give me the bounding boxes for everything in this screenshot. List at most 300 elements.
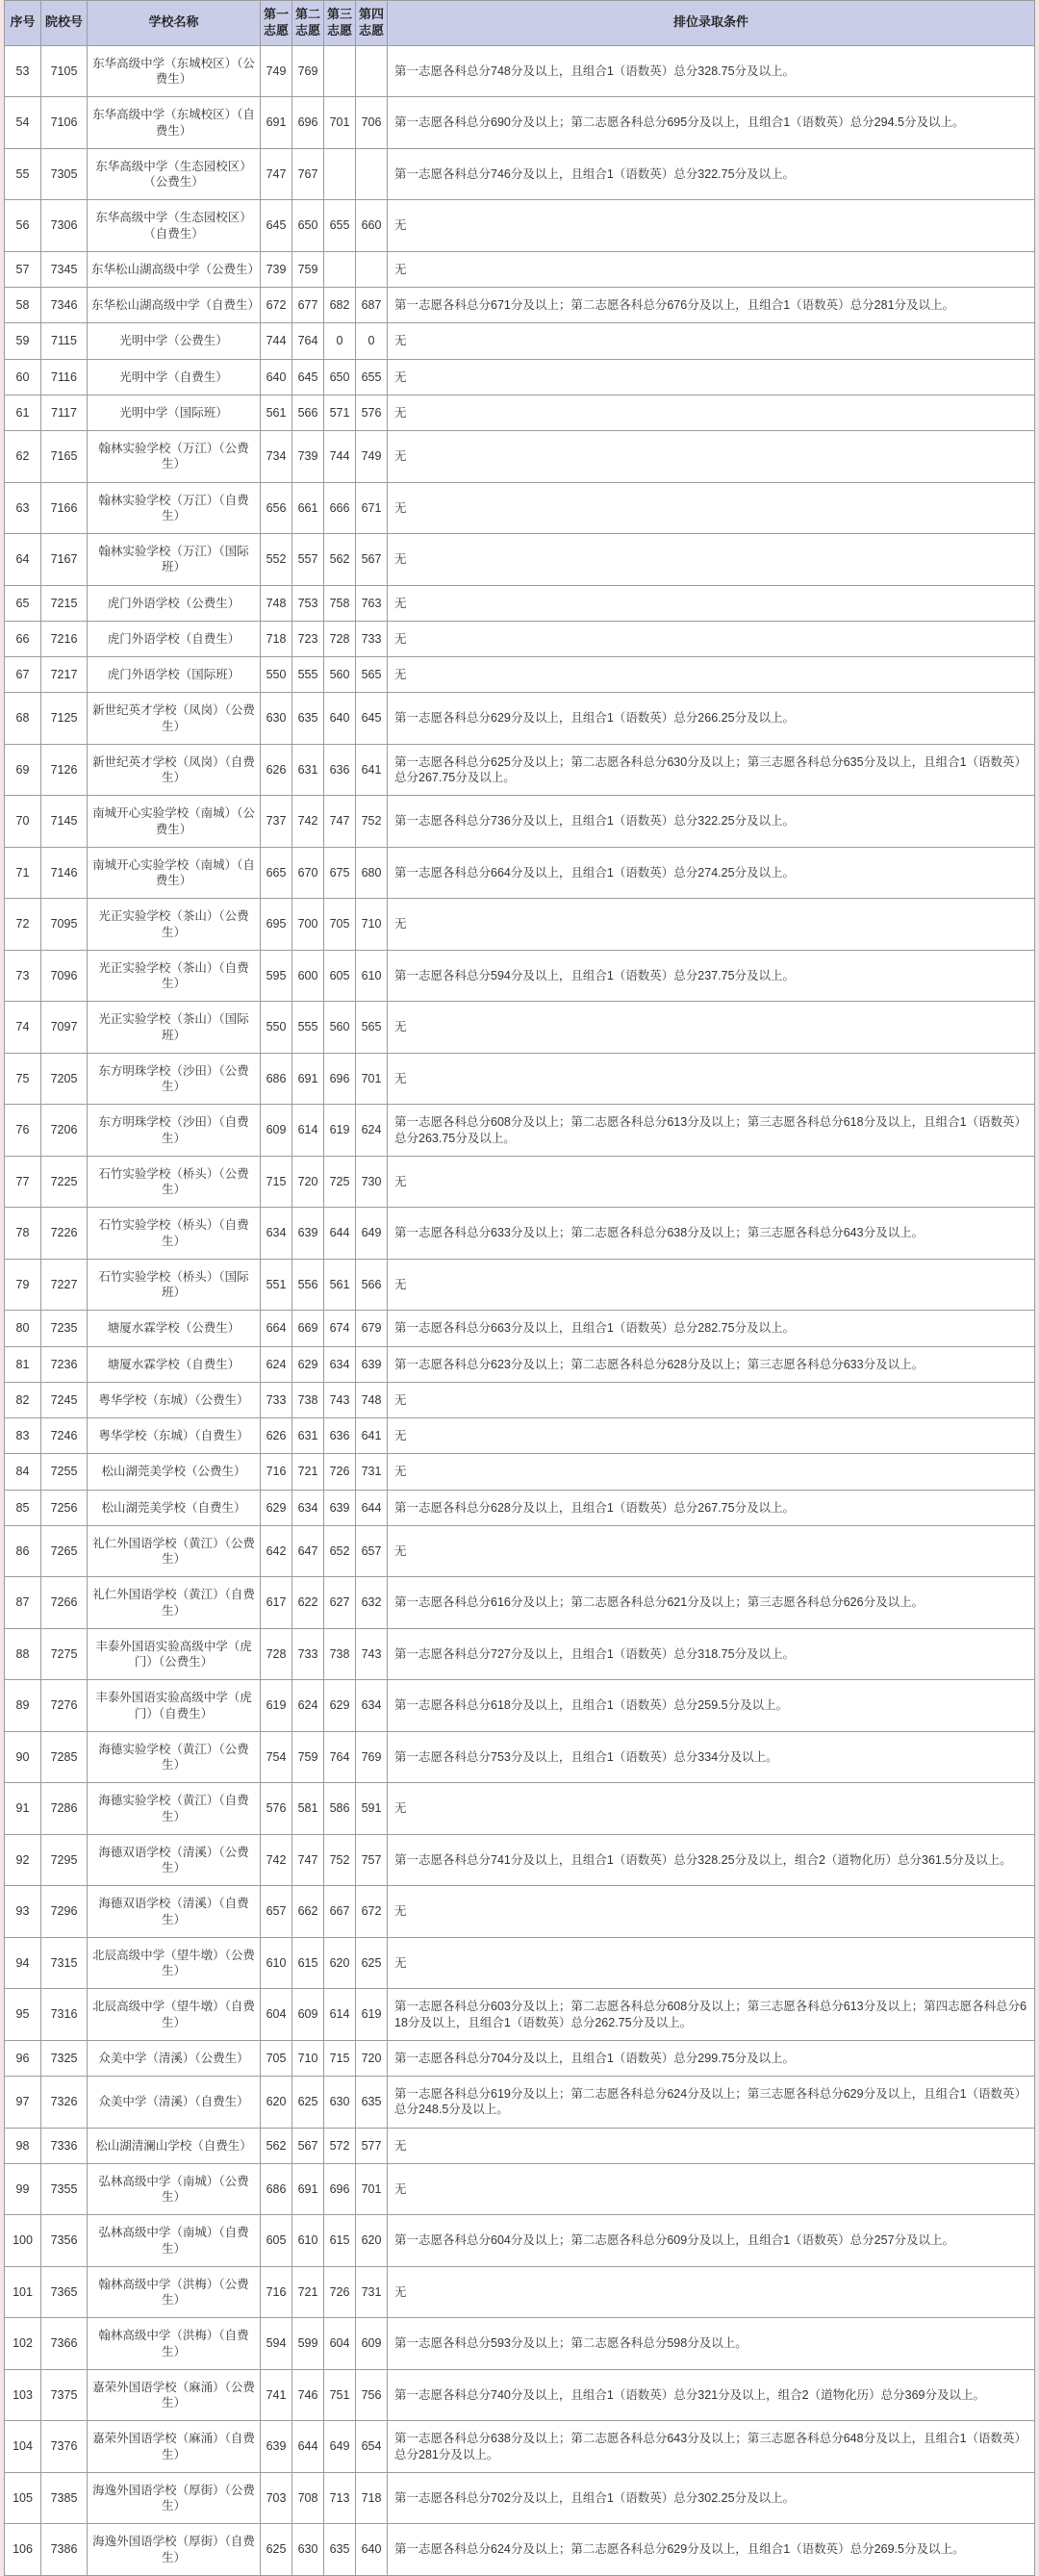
cell-choice4: 706 xyxy=(356,97,388,149)
cell-choice4: 576 xyxy=(356,395,388,430)
header-third-choice: 第三志愿 xyxy=(324,1,356,46)
table-row xyxy=(5,796,1035,848)
cell-choice1: 626 xyxy=(261,1418,292,1454)
cell-choice2: 599 xyxy=(292,2318,324,2370)
cell-code: 7315 xyxy=(41,1937,88,1989)
cell-choice1: 639 xyxy=(261,2421,292,2473)
cell-condition: 无 xyxy=(388,359,1035,395)
cell-condition: 第一志愿各科总分604分及以上；第二志愿各科总分609分及以上，且组合1（语数英）总分257分及以上。 xyxy=(388,2215,1035,2267)
cell-code: 7226 xyxy=(41,1208,88,1260)
cell-condition: 第一志愿各科总分664分及以上，且组合1（语数英）总分274.25分及以上。 xyxy=(388,847,1035,899)
cell-no: 92 xyxy=(5,1834,41,1886)
cell-choice1: 610 xyxy=(261,1937,292,1989)
cell-choice2: 609 xyxy=(292,1989,324,2041)
cell-choice4: 687 xyxy=(356,288,388,323)
cell-choice1: 619 xyxy=(261,1680,292,1732)
table-row xyxy=(5,1346,1035,1382)
cell-school: 海德实验学校（黄江）（自费生） xyxy=(88,1783,261,1835)
cell-code: 7125 xyxy=(41,693,88,745)
cell-choice2: 639 xyxy=(292,1208,324,1260)
cell-choice4: 577 xyxy=(356,2128,388,2163)
cell-choice2: 615 xyxy=(292,1937,324,1989)
cell-choice3: 743 xyxy=(324,1382,356,1417)
cell-choice1: 716 xyxy=(261,2266,292,2318)
cell-school: 翰林实验学校（万江）（国际班） xyxy=(88,534,261,586)
cell-choice3: 639 xyxy=(324,1490,356,1525)
cell-choice2: 610 xyxy=(292,2215,324,2267)
cell-choice4: 720 xyxy=(356,2040,388,2076)
cell-code: 7265 xyxy=(41,1525,88,1577)
cell-choice3 xyxy=(324,251,356,287)
cell-school: 礼仁外国语学校（黄江）（公费生） xyxy=(88,1525,261,1577)
cell-school: 东华松山湖高级中学（自费生） xyxy=(88,288,261,323)
table-row xyxy=(5,1731,1035,1783)
cell-school: 粤华学校（东城）（公费生） xyxy=(88,1382,261,1417)
cell-condition: 第一志愿各科总分638分及以上；第二志愿各科总分643分及以上；第三志愿各科总分648分及以上，且组合1（语数英）总分281分及以上。 xyxy=(388,2421,1035,2473)
cell-choice3: 605 xyxy=(324,950,356,1002)
cell-choice3: 619 xyxy=(324,1105,356,1157)
cell-no: 77 xyxy=(5,1156,41,1208)
cell-choice3: 604 xyxy=(324,2318,356,2370)
cell-choice1: 609 xyxy=(261,1105,292,1157)
cell-choice1: 640 xyxy=(261,359,292,395)
cell-choice3: 674 xyxy=(324,1311,356,1346)
cell-school: 北辰高级中学（望牛墩）（自费生） xyxy=(88,1989,261,2041)
table-row xyxy=(5,2040,1035,2076)
cell-code: 7356 xyxy=(41,2215,88,2267)
cell-choice1: 551 xyxy=(261,1259,292,1311)
table-row xyxy=(5,1311,1035,1346)
cell-choice4: 671 xyxy=(356,482,388,534)
cell-no: 97 xyxy=(5,2077,41,2129)
cell-code: 7225 xyxy=(41,1156,88,1208)
cell-code: 7236 xyxy=(41,1346,88,1382)
cell-no: 54 xyxy=(5,97,41,149)
table-row xyxy=(5,1053,1035,1105)
table-row xyxy=(5,2318,1035,2370)
cell-choice4: 619 xyxy=(356,1989,388,2041)
table-row xyxy=(5,1454,1035,1490)
cell-no: 89 xyxy=(5,1680,41,1732)
cell-code: 7285 xyxy=(41,1731,88,1783)
cell-choice3: 640 xyxy=(324,693,356,745)
cell-school: 光正实验学校（茶山）（公费生） xyxy=(88,899,261,951)
cell-no: 104 xyxy=(5,2421,41,2473)
cell-code: 7215 xyxy=(41,585,88,621)
table-row xyxy=(5,1156,1035,1208)
cell-choice3: 571 xyxy=(324,395,356,430)
header-fourth-choice: 第四志愿 xyxy=(356,1,388,46)
cell-no: 57 xyxy=(5,251,41,287)
cell-condition: 无 xyxy=(388,395,1035,430)
table-row xyxy=(5,2369,1035,2421)
cell-no: 99 xyxy=(5,2163,41,2215)
cell-choice1: 744 xyxy=(261,323,292,359)
cell-condition: 无 xyxy=(388,1454,1035,1490)
cell-choice4: 680 xyxy=(356,847,388,899)
cell-choice3: 738 xyxy=(324,1628,356,1680)
cell-code: 7316 xyxy=(41,1989,88,2041)
cell-condition: 第一志愿各科总分671分及以上；第二志愿各科总分676分及以上，且组合1（语数英）总分281分及以上。 xyxy=(388,288,1035,323)
cell-choice1: 630 xyxy=(261,693,292,745)
cell-choice2: 556 xyxy=(292,1259,324,1311)
cell-choice3: 744 xyxy=(324,431,356,483)
cell-choice2: 625 xyxy=(292,2077,324,2129)
cell-choice2: 738 xyxy=(292,1382,324,1417)
cell-choice1: 576 xyxy=(261,1783,292,1835)
cell-choice4: 710 xyxy=(356,899,388,951)
cell-choice4: 657 xyxy=(356,1525,388,1577)
cell-no: 58 xyxy=(5,288,41,323)
cell-school: 石竹实验学校（桥头）（公费生） xyxy=(88,1156,261,1208)
cell-no: 60 xyxy=(5,359,41,395)
cell-condition: 无 xyxy=(388,323,1035,359)
cell-school: 松山湖清澜山学校（自费生） xyxy=(88,2128,261,2163)
cell-code: 7275 xyxy=(41,1628,88,1680)
table-row xyxy=(5,2266,1035,2318)
cell-choice1: 703 xyxy=(261,2472,292,2524)
cell-choice1: 594 xyxy=(261,2318,292,2370)
cell-school: 嘉荣外国语学校（麻涌）（自费生） xyxy=(88,2421,261,2473)
cell-code: 7345 xyxy=(41,251,88,287)
cell-choice4: 635 xyxy=(356,2077,388,2129)
cell-choice4: 565 xyxy=(356,1002,388,1054)
cell-choice2: 647 xyxy=(292,1525,324,1577)
table-header xyxy=(5,1,1035,46)
cell-no: 67 xyxy=(5,657,41,693)
cell-school: 东华高级中学（生态园校区）（自费生） xyxy=(88,200,261,252)
cell-condition: 第一志愿各科总分619分及以上；第二志愿各科总分624分及以上；第三志愿各科总分629分及以上，且组合1（语数英）总分248.5分及以上。 xyxy=(388,2077,1035,2129)
cell-choice3: 0 xyxy=(324,323,356,359)
cell-choice2: 720 xyxy=(292,1156,324,1208)
cell-choice4: 731 xyxy=(356,1454,388,1490)
table-row xyxy=(5,1002,1035,1054)
cell-choice4: 610 xyxy=(356,950,388,1002)
cell-no: 79 xyxy=(5,1259,41,1311)
cell-condition: 第一志愿各科总分663分及以上，且组合1（语数英）总分282.75分及以上。 xyxy=(388,1311,1035,1346)
cell-school: 光正实验学校（茶山）（国际班） xyxy=(88,1002,261,1054)
cell-no: 78 xyxy=(5,1208,41,1260)
cell-school: 弘林高级中学（南城）（公费生） xyxy=(88,2163,261,2215)
table-row xyxy=(5,1490,1035,1525)
cell-choice1: 686 xyxy=(261,1053,292,1105)
cell-school: 松山湖莞美学校（公费生） xyxy=(88,1454,261,1490)
cell-condition: 无 xyxy=(388,899,1035,951)
cell-no: 70 xyxy=(5,796,41,848)
cell-no: 88 xyxy=(5,1628,41,1680)
cell-school: 礼仁外国语学校（黄江）（自费生） xyxy=(88,1577,261,1629)
cell-choice1: 645 xyxy=(261,200,292,252)
cell-no: 101 xyxy=(5,2266,41,2318)
cell-school: 海逸外国语学校（厚街）（公费生） xyxy=(88,2472,261,2524)
table-row xyxy=(5,950,1035,1002)
cell-code: 7106 xyxy=(41,97,88,149)
cell-code: 7276 xyxy=(41,1680,88,1732)
cell-choice2: 555 xyxy=(292,657,324,693)
cell-choice3: 715 xyxy=(324,2040,356,2076)
cell-choice1: 604 xyxy=(261,1989,292,2041)
cell-choice4: 640 xyxy=(356,2524,388,2576)
cell-school: 光正实验学校（茶山）（自费生） xyxy=(88,950,261,1002)
cell-choice2: 721 xyxy=(292,2266,324,2318)
cell-choice2: 581 xyxy=(292,1783,324,1835)
cell-choice2: 721 xyxy=(292,1454,324,1490)
cell-choice1: 754 xyxy=(261,1731,292,1783)
cell-choice1: 705 xyxy=(261,2040,292,2076)
cell-no: 76 xyxy=(5,1105,41,1157)
cell-choice3: 650 xyxy=(324,359,356,395)
cell-choice1: 625 xyxy=(261,2524,292,2576)
cell-choice2: 723 xyxy=(292,621,324,656)
cell-condition: 第一志愿各科总分748分及以上，且组合1（语数英）总分328.75分及以上。 xyxy=(388,45,1035,97)
cell-code: 7115 xyxy=(41,323,88,359)
cell-school: 弘林高级中学（南城）（自费生） xyxy=(88,2215,261,2267)
cell-choice3: 675 xyxy=(324,847,356,899)
cell-choice4: 749 xyxy=(356,431,388,483)
cell-no: 62 xyxy=(5,431,41,483)
cell-condition: 无 xyxy=(388,1053,1035,1105)
cell-school: 虎门外语学校（国际班） xyxy=(88,657,261,693)
cell-choice2: 739 xyxy=(292,431,324,483)
cell-choice3: 696 xyxy=(324,1053,356,1105)
cell-choice1: 672 xyxy=(261,288,292,323)
cell-condition: 第一志愿各科总分702分及以上，且组合1（语数英）总分302.25分及以上。 xyxy=(388,2472,1035,2524)
header-seq-no: 序号 xyxy=(5,1,41,46)
cell-school: 南城开心实验学校（南城）（公费生） xyxy=(88,796,261,848)
cell-code: 7255 xyxy=(41,1454,88,1490)
cell-no: 61 xyxy=(5,395,41,430)
cell-choice4: 632 xyxy=(356,1577,388,1629)
cell-no: 59 xyxy=(5,323,41,359)
table-row xyxy=(5,45,1035,97)
cell-choice4: 672 xyxy=(356,1886,388,1938)
header-second-choice: 第二志愿 xyxy=(292,1,324,46)
cell-school: 海德实验学校（黄江）（公费生） xyxy=(88,1731,261,1783)
cell-no: 96 xyxy=(5,2040,41,2076)
cell-no: 95 xyxy=(5,1989,41,2041)
table-row xyxy=(5,657,1035,693)
cell-condition: 无 xyxy=(388,2128,1035,2163)
cell-condition: 无 xyxy=(388,657,1035,693)
table-row xyxy=(5,359,1035,395)
table-row xyxy=(5,2472,1035,2524)
cell-school: 东方明珠学校（沙田）（公费生） xyxy=(88,1053,261,1105)
cell-choice2: 769 xyxy=(292,45,324,97)
cell-choice1: 741 xyxy=(261,2369,292,2421)
cell-choice3: 747 xyxy=(324,796,356,848)
table-body xyxy=(5,45,1035,2575)
table-row xyxy=(5,693,1035,745)
cell-choice3: 666 xyxy=(324,482,356,534)
cell-code: 7346 xyxy=(41,288,88,323)
cell-condition: 无 xyxy=(388,1418,1035,1454)
cell-code: 7096 xyxy=(41,950,88,1002)
cell-choice3: 560 xyxy=(324,657,356,693)
cell-school: 丰泰外国语实验高级中学（虎门）（公费生） xyxy=(88,1628,261,1680)
header-row xyxy=(5,1,1035,46)
cell-choice2: 662 xyxy=(292,1886,324,1938)
cell-code: 7216 xyxy=(41,621,88,656)
cell-no: 91 xyxy=(5,1783,41,1835)
cell-choice1: 550 xyxy=(261,657,292,693)
cell-choice1: 620 xyxy=(261,2077,292,2129)
cell-condition: 无 xyxy=(388,1886,1035,1938)
cell-no: 71 xyxy=(5,847,41,899)
cell-school: 光明中学（自费生） xyxy=(88,359,261,395)
cell-choice1: 734 xyxy=(261,431,292,483)
cell-choice4: 645 xyxy=(356,693,388,745)
cell-school: 众美中学（清溪）（自费生） xyxy=(88,2077,261,2129)
cell-choice4: 756 xyxy=(356,2369,388,2421)
cell-choice4: 757 xyxy=(356,1834,388,1886)
cell-choice4: 624 xyxy=(356,1105,388,1157)
cell-no: 81 xyxy=(5,1346,41,1382)
cell-choice3: 725 xyxy=(324,1156,356,1208)
table-row xyxy=(5,1680,1035,1732)
cell-condition: 无 xyxy=(388,1259,1035,1311)
cell-choice1: 595 xyxy=(261,950,292,1002)
cell-condition: 第一志愿各科总分628分及以上，且组合1（语数英）总分267.75分及以上。 xyxy=(388,1490,1035,1525)
cell-choice3: 649 xyxy=(324,2421,356,2473)
cell-condition: 第一志愿各科总分603分及以上；第二志愿各科总分608分及以上；第三志愿各科总分613分及以上；第四志愿各科总分618分及以上，且组合1（语数英）总分262.75分及以上。 xyxy=(388,1989,1035,2041)
table-row xyxy=(5,744,1035,796)
cell-choice4: 566 xyxy=(356,1259,388,1311)
admission-score-table xyxy=(4,0,1035,2576)
cell-choice3: 701 xyxy=(324,97,356,149)
cell-choice4: 644 xyxy=(356,1490,388,1525)
cell-choice4: 743 xyxy=(356,1628,388,1680)
cell-choice1: 728 xyxy=(261,1628,292,1680)
cell-choice1: 634 xyxy=(261,1208,292,1260)
table-row xyxy=(5,1834,1035,1886)
cell-condition: 第一志愿各科总分741分及以上，且组合1（语数英）总分328.25分及以上，组合2（道物化历）总分361.5分及以上。 xyxy=(388,1834,1035,1886)
cell-choice2: 764 xyxy=(292,323,324,359)
cell-choice4: 649 xyxy=(356,1208,388,1260)
cell-choice2: 631 xyxy=(292,744,324,796)
cell-choice3: 655 xyxy=(324,200,356,252)
cell-no: 98 xyxy=(5,2128,41,2163)
cell-condition: 第一志愿各科总分704分及以上，且组合1（语数英）总分299.75分及以上。 xyxy=(388,2040,1035,2076)
cell-no: 75 xyxy=(5,1053,41,1105)
cell-choice3: 634 xyxy=(324,1346,356,1382)
cell-choice2: 624 xyxy=(292,1680,324,1732)
table-row xyxy=(5,251,1035,287)
cell-choice2: 629 xyxy=(292,1346,324,1382)
table-row xyxy=(5,1783,1035,1835)
cell-choice4: 718 xyxy=(356,2472,388,2524)
table-row xyxy=(5,1628,1035,1680)
cell-code: 7306 xyxy=(41,200,88,252)
cell-choice1: 686 xyxy=(261,2163,292,2215)
cell-choice4 xyxy=(356,251,388,287)
table-row xyxy=(5,1525,1035,1577)
cell-no: 83 xyxy=(5,1418,41,1454)
cell-choice2: 700 xyxy=(292,899,324,951)
cell-school: 众美中学（清溪）（公费生） xyxy=(88,2040,261,2076)
cell-condition: 第一志愿各科总分623分及以上；第二志愿各科总分628分及以上；第三志愿各科总分633分及以上。 xyxy=(388,1346,1035,1382)
cell-choice4: 730 xyxy=(356,1156,388,1208)
cell-school: 松山湖莞美学校（自费生） xyxy=(88,1490,261,1525)
cell-no: 100 xyxy=(5,2215,41,2267)
cell-choice4: 634 xyxy=(356,1680,388,1732)
table-row xyxy=(5,323,1035,359)
cell-code: 7256 xyxy=(41,1490,88,1525)
cell-code: 7385 xyxy=(41,2472,88,2524)
cell-choice2: 669 xyxy=(292,1311,324,1346)
cell-condition: 无 xyxy=(388,1937,1035,1989)
cell-choice3: 652 xyxy=(324,1525,356,1577)
cell-choice2: 733 xyxy=(292,1628,324,1680)
cell-choice4: 731 xyxy=(356,2266,388,2318)
cell-school: 北辰高级中学（望牛墩）（公费生） xyxy=(88,1937,261,1989)
cell-condition: 第一志愿各科总分625分及以上；第二志愿各科总分630分及以上；第三志愿各科总分635分及以上，且组合1（语数英）总分267.75分及以上。 xyxy=(388,744,1035,796)
cell-no: 69 xyxy=(5,744,41,796)
cell-choice4: 609 xyxy=(356,2318,388,2370)
cell-code: 7266 xyxy=(41,1577,88,1629)
cell-choice2: 634 xyxy=(292,1490,324,1525)
cell-code: 7095 xyxy=(41,899,88,951)
cell-no: 94 xyxy=(5,1937,41,1989)
header-school-code: 院校号 xyxy=(41,1,88,46)
cell-condition: 无 xyxy=(388,2266,1035,2318)
cell-choice3: 586 xyxy=(324,1783,356,1835)
cell-condition: 第一志愿各科总分594分及以上，且组合1（语数英）总分237.75分及以上。 xyxy=(388,950,1035,1002)
cell-choice3: 620 xyxy=(324,1937,356,1989)
cell-no: 80 xyxy=(5,1311,41,1346)
cell-choice1: 656 xyxy=(261,482,292,534)
cell-code: 7305 xyxy=(41,148,88,200)
table-row xyxy=(5,2215,1035,2267)
cell-choice2: 567 xyxy=(292,2128,324,2163)
cell-condition: 无 xyxy=(388,1156,1035,1208)
cell-code: 7166 xyxy=(41,482,88,534)
cell-choice2: 746 xyxy=(292,2369,324,2421)
cell-no: 86 xyxy=(5,1525,41,1577)
cell-no: 82 xyxy=(5,1382,41,1417)
cell-choice3: 572 xyxy=(324,2128,356,2163)
cell-choice2: 708 xyxy=(292,2472,324,2524)
cell-choice3: 562 xyxy=(324,534,356,586)
cell-choice3: 635 xyxy=(324,2524,356,2576)
cell-no: 102 xyxy=(5,2318,41,2370)
cell-choice1: 749 xyxy=(261,45,292,97)
cell-code: 7286 xyxy=(41,1783,88,1835)
cell-choice2: 555 xyxy=(292,1002,324,1054)
cell-choice3: 696 xyxy=(324,2163,356,2215)
cell-choice2: 557 xyxy=(292,534,324,586)
cell-condition: 无 xyxy=(388,534,1035,586)
cell-choice3: 726 xyxy=(324,2266,356,2318)
table-row xyxy=(5,847,1035,899)
cell-choice4 xyxy=(356,148,388,200)
cell-choice4: 701 xyxy=(356,1053,388,1105)
cell-no: 56 xyxy=(5,200,41,252)
cell-condition: 第一志愿各科总分624分及以上；第二志愿各科总分629分及以上，且组合1（语数英）总分269.5分及以上。 xyxy=(388,2524,1035,2576)
cell-no: 64 xyxy=(5,534,41,586)
cell-choice4: 701 xyxy=(356,2163,388,2215)
table-row xyxy=(5,148,1035,200)
cell-choice3: 713 xyxy=(324,2472,356,2524)
cell-school: 南城开心实验学校（南城）（自费生） xyxy=(88,847,261,899)
cell-choice4: 0 xyxy=(356,323,388,359)
header-school-name: 学校名称 xyxy=(88,1,261,46)
cell-code: 7366 xyxy=(41,2318,88,2370)
cell-choice1: 562 xyxy=(261,2128,292,2163)
cell-condition: 第一志愿各科总分618分及以上，且组合1（语数英）总分259.5分及以上。 xyxy=(388,1680,1035,1732)
cell-code: 7336 xyxy=(41,2128,88,2163)
cell-no: 68 xyxy=(5,693,41,745)
cell-school: 塘厦水霖学校（公费生） xyxy=(88,1311,261,1346)
